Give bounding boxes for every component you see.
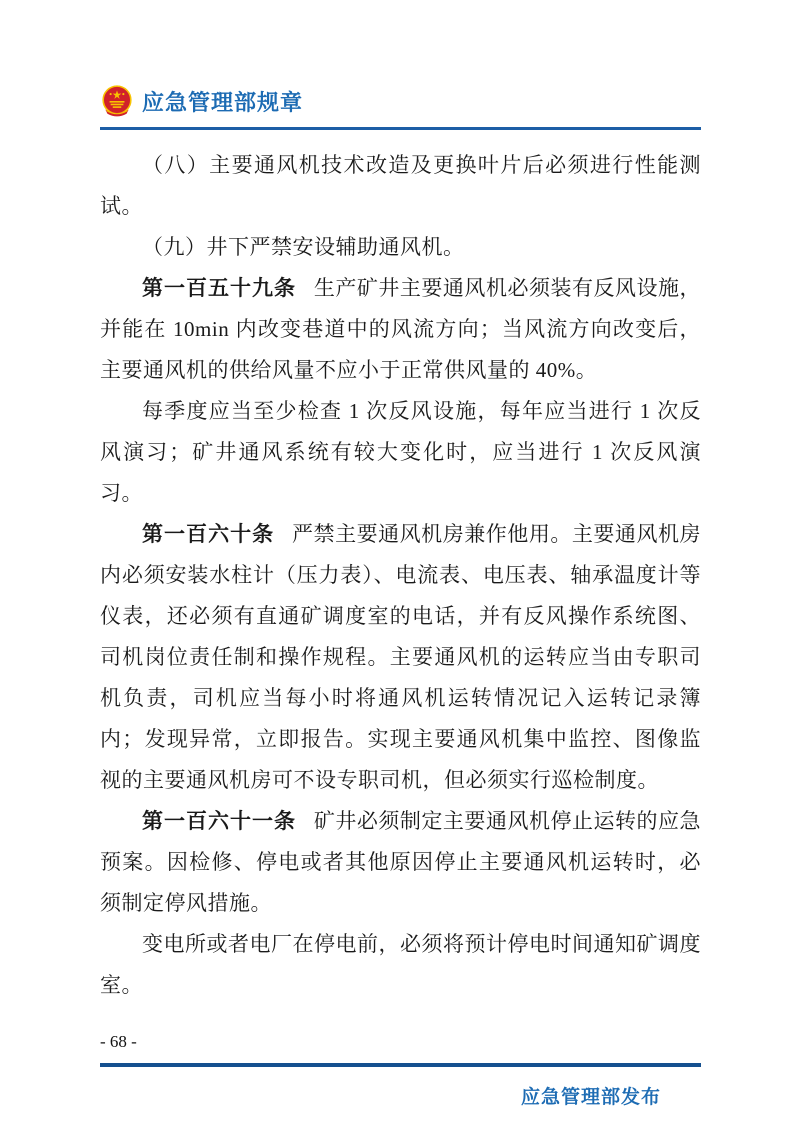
paragraph	[100, 391, 701, 514]
article-number-heading: 第一百六十一条	[142, 810, 297, 833]
paragraph	[100, 514, 701, 801]
publisher-label: 应急管理部发布	[520, 1087, 661, 1108]
paragraph	[100, 924, 701, 1006]
paragraph-text: （九）井下严禁安设辅助通风机。	[142, 235, 465, 259]
paragraph	[100, 268, 701, 391]
document-body	[100, 145, 701, 1006]
article-number-heading: 第一百五十九条	[142, 277, 297, 300]
page-title: 应急管理部规章	[142, 89, 304, 115]
footer-divider	[100, 1063, 701, 1067]
paragraph-text: 严禁主要通风机房兼作他用。主要通风机房内必须安装水柱计（压力表）、电流表、电压表、轴承温度计等仪表，还必须有直通矿调度室的电话，并有反风操作系统图、司机岗位责任制和操作规程。主要通风机的运转应当由专职司机负责，司机应当每小时将通风机运转情况记入运转记录簿内；发现异常，立即报告。实现主要通风机集中监控、图像监视的主要通风机房可不设专职司机，但必须实行巡检制度。	[100, 522, 702, 792]
paragraph	[100, 801, 701, 924]
paragraph-text: 矿井必须制定主要通风机停止运转的应急预案。因检修、停电或者其他原因停止主要通风机运转时，必须制定停风措施。	[100, 809, 701, 915]
page-number: - 68 -	[100, 1032, 137, 1051]
paragraph-text: 每季度应当至少检查 1 次反风设施，每年应当进行 1 次反风演习；矿井通风系统有较大变化时，应当进行 1 次反风演习。	[100, 399, 701, 505]
national-emblem-icon	[100, 84, 134, 118]
header-divider	[100, 127, 701, 130]
paragraph	[100, 227, 701, 268]
page-header	[100, 84, 701, 118]
paragraph-text: （八）主要通风机技术改造及更换叶片后必须进行性能测试。	[100, 153, 701, 218]
paragraph	[100, 145, 701, 227]
paragraph-text: 生产矿井主要通风机必须装有反风设施，并能在 10min 内改变巷道中的风流方向；当风流方向改变后，主要通风机的供给风量不应小于正常供风量的 40%。	[100, 276, 701, 382]
paragraph-text: 变电所或者电厂在停电前，必须将预计停电时间通知矿调度室。	[100, 932, 701, 997]
article-number-heading: 第一百六十条	[142, 523, 275, 546]
